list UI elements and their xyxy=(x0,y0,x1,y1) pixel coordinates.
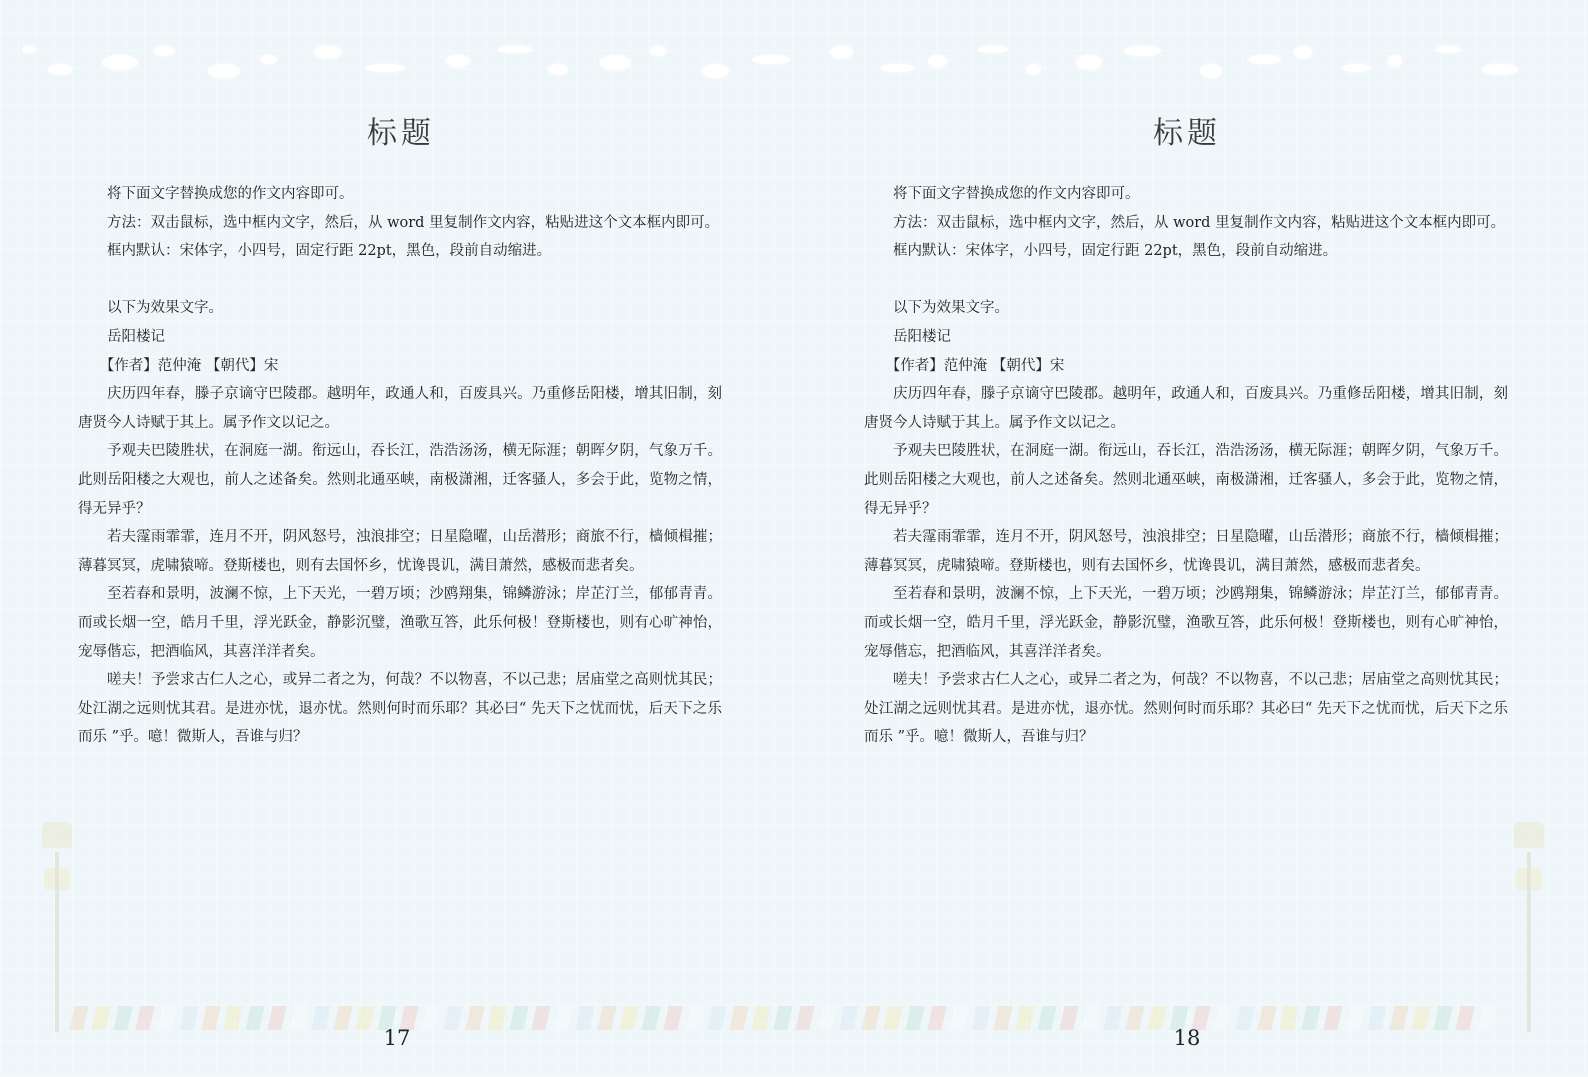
blank-line xyxy=(864,266,1508,295)
paragraph: 予观夫巴陵胜状，在洞庭一湖。衔远山，吞长江，浩浩汤汤，横无际涯；朝晖夕阴，气象万千。此则岳阳楼之大观也，前人之述备矣。然则北通巫峡，南极潇湘，迁客骚人，多会于此，览物之情，得无异乎？ xyxy=(864,443,1508,517)
page-title: 标题 xyxy=(367,116,435,151)
paragraph: 框内默认：宋体字，小四号，固定行距 22pt，黑色，段前自动缩进。 xyxy=(107,243,552,260)
paragraph: 若夫霪雨霏霏，连月不开，阴风怒号，浊浪排空；日星隐曜，山岳潜形；商旅不行，樯倾楫摧；薄暮冥冥，虎啸猿啼。登斯楼也，则有去国怀乡，忧谗畏讥，满目萧然，感极而悲者矣。 xyxy=(78,529,722,574)
paragraph: 嗟夫！予尝求古仁人之心，或异二者之为，何哉？不以物喜，不以己悲；居庙堂之高则忧其民；处江湖之远则忧其君。是进亦忧，退亦忧。然则何时而乐耶？其必曰“ 先天下之忧而忧，后天下之乐而乐 ”乎。噫！微斯人，吾谁与归？ xyxy=(78,672,722,746)
paragraph: 嗟夫！予尝求古仁人之心，或异二者之为，何哉？不以物喜，不以己悲；居庙堂之高则忧其民；处江湖之远则忧其君。是进亦忧，退亦忧。然则何时而乐耶？其必曰“ 先天下之忧而忧，后天下之乐而乐 ”乎。噫！微斯人，吾谁与归？ xyxy=(864,672,1508,746)
paragraph: 将下面文字替换成您的作文内容即可。 xyxy=(107,186,354,202)
paragraph: 若夫霪雨霏霏，连月不开，阴风怒号，浊浪排空；日星隐曜，山岳潜形；商旅不行，樯倾楫摧；薄暮冥冥，虎啸猿啼。登斯楼也，则有去国怀乡，忧谗畏讥，满目萧然，感极而悲者矣。 xyxy=(864,529,1508,574)
author-line: 【作者】范仲淹 【朝代】宋 xyxy=(885,357,1065,374)
paragraph: 至若春和景明，波澜不惊，上下天光，一碧万顷；沙鸥翔集，锦鳞游泳；岸芷汀兰，郁郁青青。而或长烟一空，皓月千里，浮光跃金，静影沉璧，渔歌互答，此乐何极！登斯楼也，则有心旷神怡，宠辱偕忘，把酒临风，其喜洋洋者矣。 xyxy=(864,586,1508,660)
paragraph: 方法：双击鼠标，选中框内文字，然后，从 word 里复制作文内容，粘贴进这个文本框内即可。 xyxy=(893,214,1506,231)
essay-text-box[interactable] xyxy=(864,180,1508,752)
page-title: 标题 xyxy=(1153,116,1221,151)
paragraph: 方法：双击鼠标，选中框内文字，然后，从 word 里复制作文内容，粘贴进这个文本框内即可。 xyxy=(107,214,720,231)
author-line: 【作者】范仲淹 【朝代】宋 xyxy=(99,357,279,374)
essay-title: 岳阳楼记 xyxy=(107,328,165,345)
paragraph: 将下面文字替换成您的作文内容即可。 xyxy=(893,186,1140,202)
paragraph: 框内默认：宋体字，小四号，固定行距 22pt，黑色，段前自动缩进。 xyxy=(893,243,1338,260)
page-number: 18 xyxy=(1173,1026,1201,1050)
paragraph: 予观夫巴陵胜状，在洞庭一湖。衔远山，吞长江，浩浩汤汤，横无际涯；朝晖夕阴，气象万千。此则岳阳楼之大观也，前人之述备矣。然则北通巫峡，南极潇湘，迁客骚人，多会于此，览物之情，得无异乎？ xyxy=(78,443,722,517)
essay-title: 岳阳楼记 xyxy=(893,328,951,345)
paragraph: 庆历四年春，滕子京谪守巴陵郡。越明年，政通人和，百废具兴。乃重修岳阳楼，增其旧制，刻唐贤今人诗赋于其上。属予作文以记之。 xyxy=(78,386,722,431)
paragraph: 至若春和景明，波澜不惊，上下天光，一碧万顷；沙鸥翔集，锦鳞游泳；岸芷汀兰，郁郁青青。而或长烟一空，皓月千里，浮光跃金，静影沉璧，渔歌互答，此乐何极！登斯楼也，则有心旷神怡，宠辱偕忘，把酒临风，其喜洋洋者矣。 xyxy=(78,586,722,660)
paragraph: 以下为效果文字。 xyxy=(107,300,223,317)
essay-text-box[interactable] xyxy=(78,180,722,752)
paragraph: 以下为效果文字。 xyxy=(893,300,1009,317)
page-number: 17 xyxy=(383,1026,411,1050)
paragraph: 庆历四年春，滕子京谪守巴陵郡。越明年，政通人和，百废具兴。乃重修岳阳楼，增其旧制，刻唐贤今人诗赋于其上。属予作文以记之。 xyxy=(864,386,1508,431)
page-right xyxy=(794,0,1588,1077)
blank-line xyxy=(78,266,722,295)
